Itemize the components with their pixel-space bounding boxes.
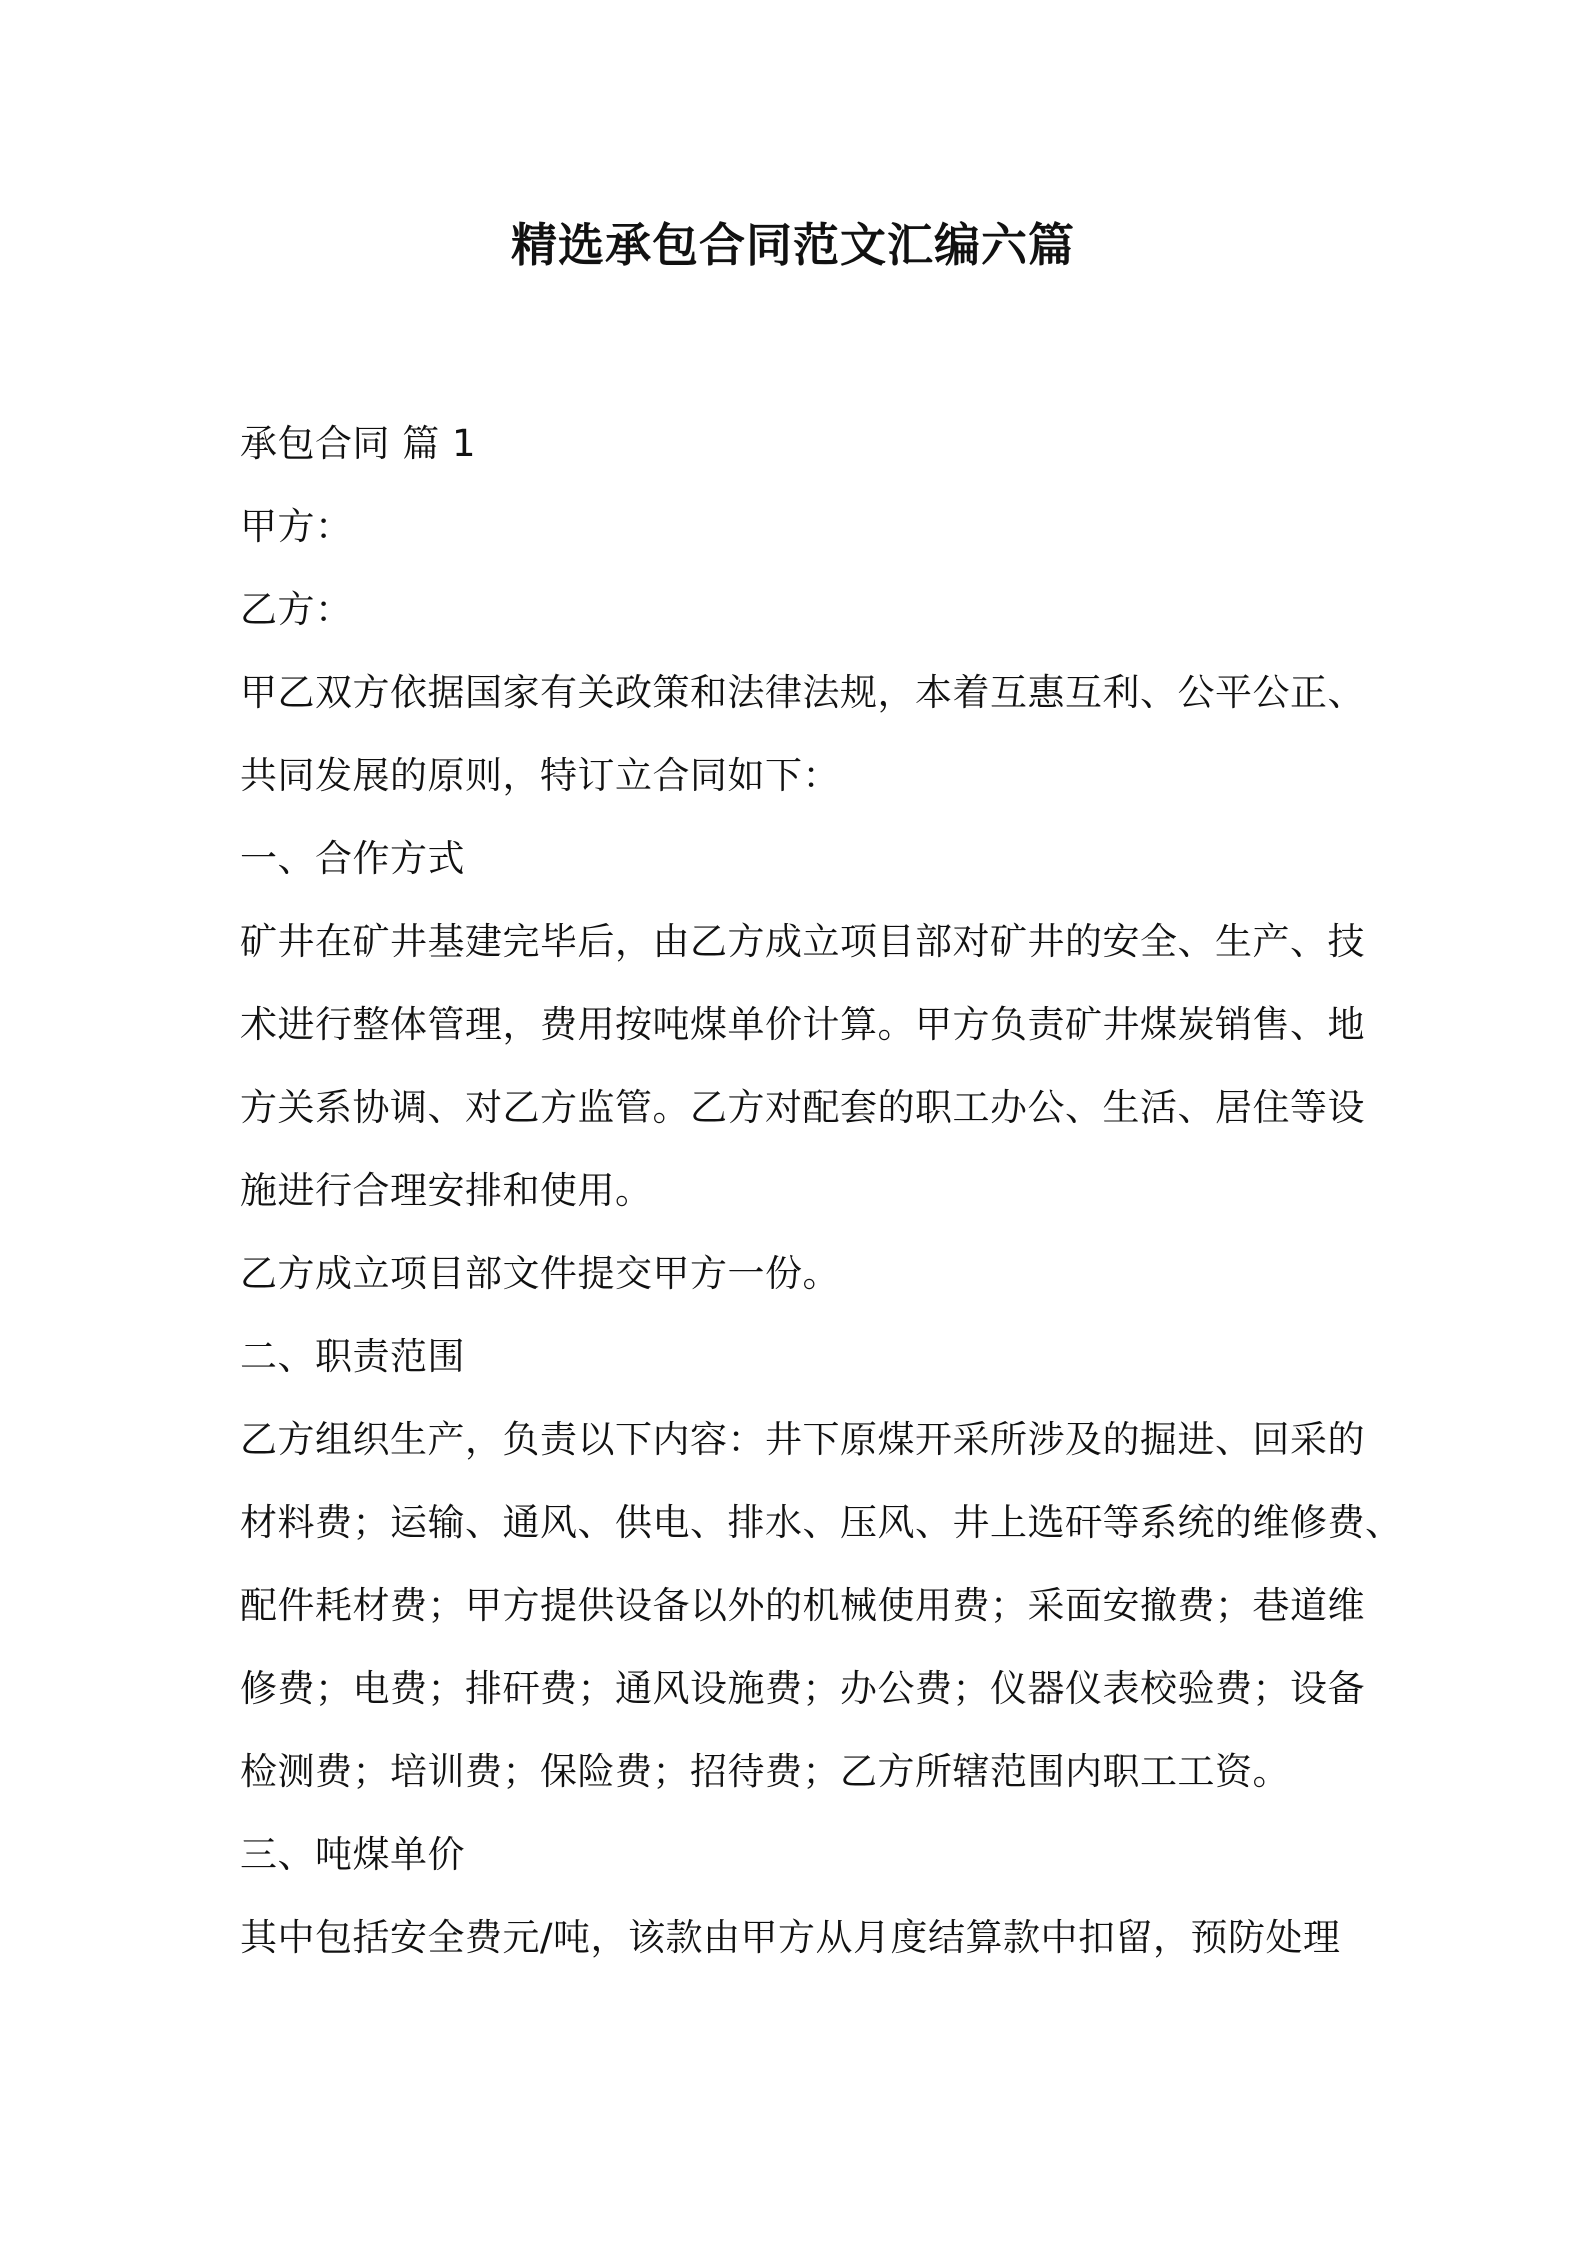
preamble-line: 甲乙双方依据国家有关政策和法律法规，本着互惠互利、公平公正、 <box>240 671 1365 714</box>
clause-text-line: 乙方成立项目部文件提交甲方一份。 <box>240 1252 840 1295</box>
section-heading-part-1: 承包合同 篇 1 <box>240 422 477 465</box>
clause-text-line: 施进行合理安排和使用。 <box>240 1169 653 1212</box>
clause-heading-cooperation: 一、合作方式 <box>240 837 465 880</box>
preamble-line: 共同发展的原则，特订立合同如下： <box>240 754 840 797</box>
clause-text-line: 其中包括安全费元/吨，该款由甲方从月度结算款中扣留，预防处理 <box>240 1916 1341 1959</box>
document-title: 精选承包合同范文汇编六篇 <box>511 218 1075 272</box>
party-a-line: 甲方： <box>240 505 353 548</box>
clause-text-line: 检测费；培训费；保险费；招待费；乙方所辖范围内职工工资。 <box>240 1750 1290 1793</box>
clause-text-line: 材料费；运输、通风、供电、排水、压风、井上选矸等系统的维修费、 <box>240 1501 1403 1544</box>
clause-text-line: 乙方组织生产，负责以下内容：井下原煤开采所涉及的掘进、回采的 <box>240 1418 1365 1461</box>
document-body <box>240 402 1403 1979</box>
party-b-line: 乙方： <box>240 588 353 631</box>
clause-text-line: 矿井在矿井基建完毕后，由乙方成立项目部对矿井的安全、生产、技 <box>240 920 1365 963</box>
clause-text-line: 修费；电费；排矸费；通风设施费；办公费；仪器仪表校验费；设备 <box>240 1667 1365 1710</box>
clause-text-line: 术进行整体管理，费用按吨煤单价计算。甲方负责矿井煤炭销售、地 <box>240 1003 1365 1046</box>
clause-text-line: 方关系协调、对乙方监管。乙方对配套的职工办公、生活、居住等设 <box>240 1086 1365 1129</box>
clause-heading-unit-price: 三、吨煤单价 <box>240 1833 465 1876</box>
clause-heading-responsibilities: 二、职责范围 <box>240 1335 465 1378</box>
clause-text-line: 配件耗材费；甲方提供设备以外的机械使用费；采面安撤费；巷道维 <box>240 1584 1365 1627</box>
